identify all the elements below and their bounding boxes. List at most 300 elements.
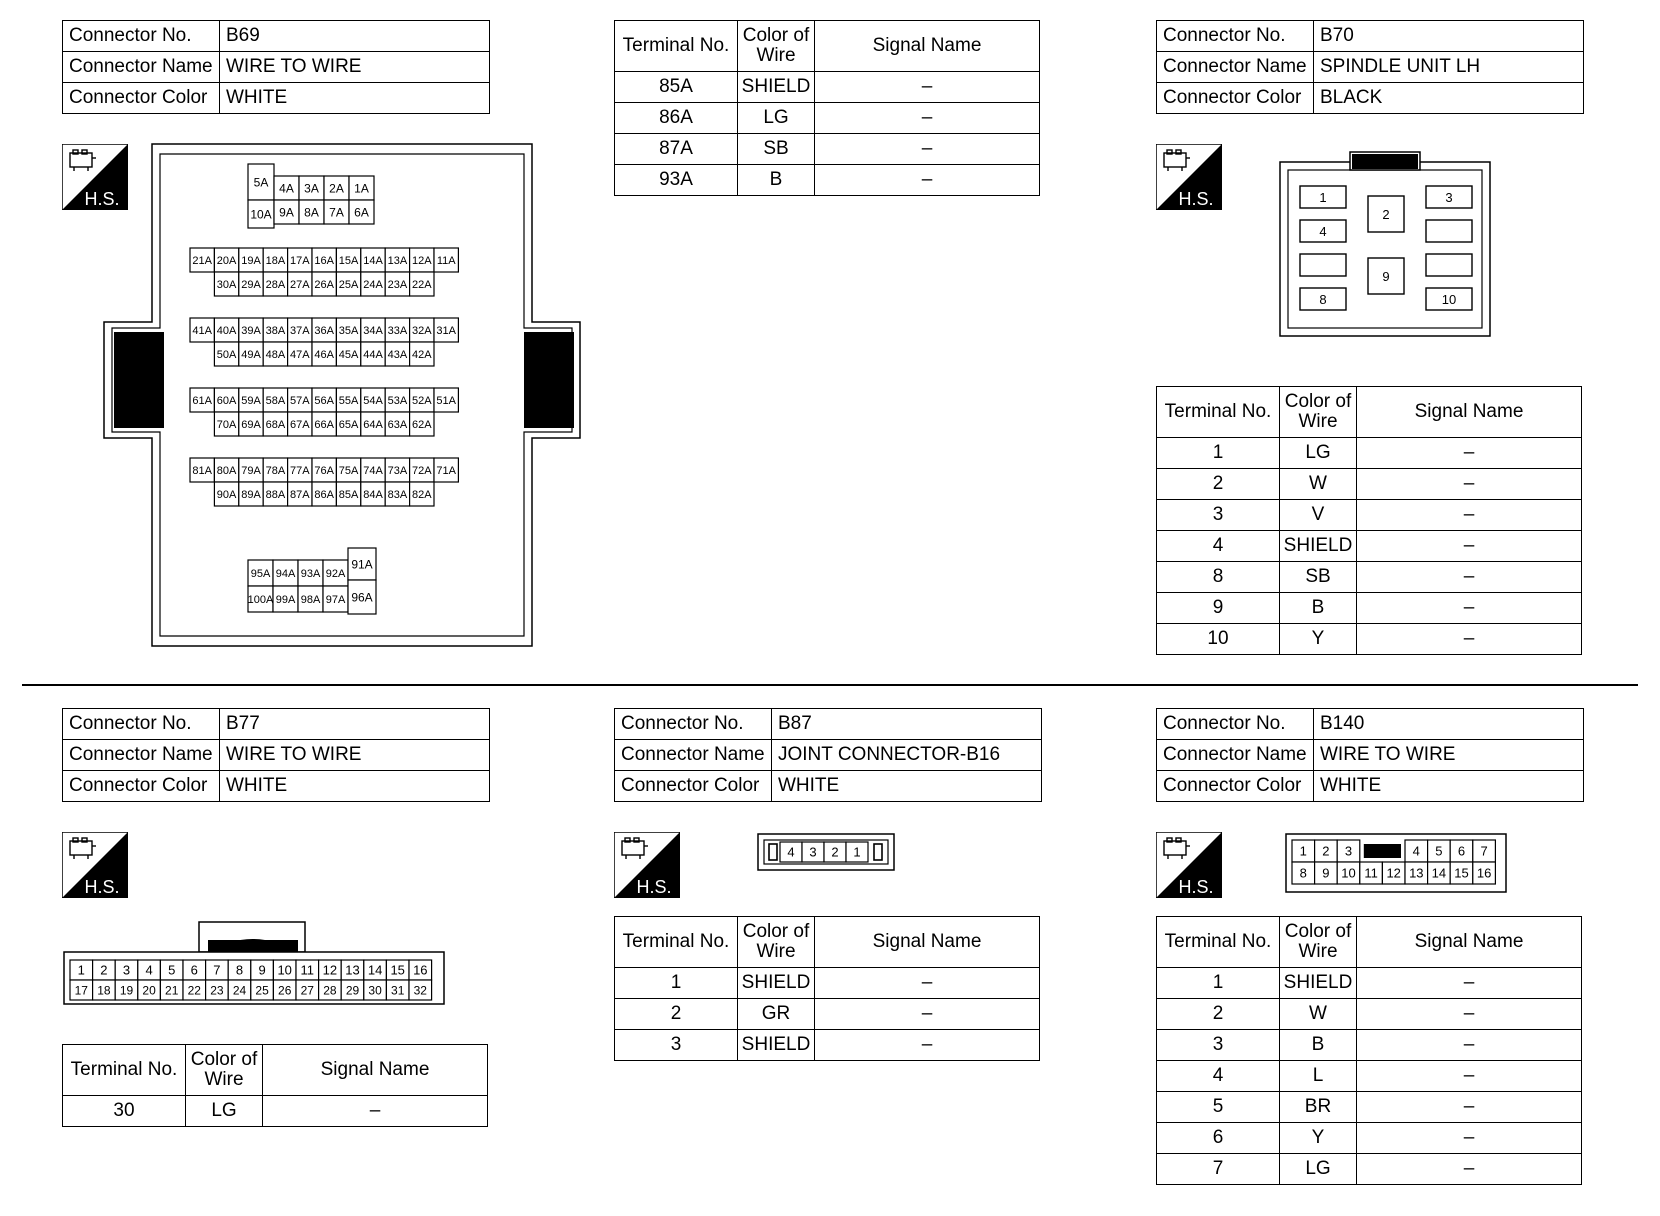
b77-info-table	[62, 708, 490, 802]
signal-name-cell: –	[815, 134, 1040, 165]
connector-pin-label: 5A	[253, 175, 269, 190]
connector-pin-label: 67A	[290, 418, 310, 431]
connector-pin-label: 5	[168, 962, 176, 978]
connector-pin-label: 50A	[216, 348, 237, 361]
connector-pin-label: 10A	[250, 207, 272, 222]
connector-pin-label: 52A	[412, 394, 432, 407]
harness-side-icon	[614, 832, 680, 898]
connector-pin-label: 85A	[338, 488, 359, 501]
connector-pin-label: 13A	[387, 254, 408, 267]
connector-color-label: Connector Color	[615, 771, 772, 802]
wire-color-cell: B	[1280, 593, 1357, 624]
connector-pin-label: 21A	[192, 254, 212, 267]
connector-pin-label: 3A	[304, 181, 319, 196]
connector-pin-label: 23	[210, 983, 224, 998]
b70-pin-3-label: 3	[1445, 190, 1453, 205]
signal-name-header: Signal Name	[1357, 917, 1582, 968]
connector-pin-label: 30	[368, 983, 382, 998]
connector-pin-label: 53A	[387, 394, 408, 407]
table-row	[1157, 500, 1582, 531]
b70-pin-8-label: 8	[1319, 292, 1327, 307]
connector-pin-label: 8A	[304, 205, 319, 220]
table-row	[1157, 1030, 1582, 1061]
connector-pin-label: 63A	[387, 418, 408, 431]
connector-pin-label: 40A	[216, 324, 237, 337]
table-row	[1157, 968, 1582, 999]
connector-pin-label: 1	[77, 962, 85, 978]
b70-pin-1-label: 1	[1319, 190, 1327, 205]
connector-color-label: Connector Color	[1157, 771, 1314, 802]
terminal-no-cell: 4	[1157, 1061, 1280, 1092]
connector-pin-label: 11A	[436, 254, 456, 267]
signal-name-cell: –	[815, 1030, 1040, 1061]
connector-name-value: WIRE TO WIRE	[1314, 740, 1584, 771]
connector-color-value: WHITE	[772, 771, 1042, 802]
b77-connector-diagram	[62, 918, 448, 1006]
connector-pin-label: 38A	[265, 324, 286, 337]
connector-pin-label: 33A	[387, 324, 408, 337]
connector-pin-label: 16	[413, 962, 428, 978]
connector-pin-label: 17	[74, 983, 88, 998]
connector-pin-label: 22A	[412, 278, 432, 291]
signal-name-cell: –	[1357, 1154, 1582, 1185]
terminal-no-cell: 7	[1157, 1154, 1280, 1185]
connector-pin-label: 20A	[216, 254, 237, 267]
terminal-no-cell: 8	[1157, 562, 1280, 593]
wire-color-cell: LG	[1280, 438, 1357, 469]
table-row	[1157, 999, 1582, 1030]
connector-pin-label: 7A	[329, 205, 344, 220]
connector-pin-label: 56A	[314, 394, 334, 407]
table-row	[615, 1030, 1040, 1061]
terminal-no-header: Terminal No.	[615, 21, 738, 72]
b69-terminal-table	[614, 20, 1040, 196]
connector-no-label: Connector No.	[63, 21, 220, 52]
connector-name-label: Connector Name	[1157, 52, 1314, 83]
wire-color-cell: SHIELD	[738, 1030, 815, 1061]
table-row	[1157, 1092, 1582, 1123]
connector-pin-label: 24	[232, 983, 247, 998]
connector-pin-label: 21	[165, 983, 179, 998]
connector-pin-label: 2A	[329, 181, 344, 196]
terminal-no-cell: 93A	[615, 165, 738, 196]
terminal-no-header: Terminal No.	[1157, 387, 1280, 438]
terminal-no-cell: 30	[63, 1096, 186, 1127]
connector-pin-label: 87A	[290, 488, 310, 501]
connector-pin-label: 11	[300, 962, 315, 978]
connector-pin-label: 6A	[354, 205, 369, 220]
connector-pin-label: 3	[809, 844, 817, 860]
connector-pin-label: 93A	[300, 567, 321, 580]
table-row	[1157, 469, 1582, 500]
connector-name-label: Connector Name	[63, 52, 220, 83]
b70-pin-10-label: 10	[1441, 292, 1457, 307]
table-row	[1157, 1154, 1582, 1185]
harness-side-icon	[62, 832, 128, 898]
connector-pin-label: 12A	[412, 254, 432, 267]
table-row	[1157, 562, 1582, 593]
connector-pin-label: 65A	[338, 418, 359, 431]
wire-color-cell: SHIELD	[738, 968, 815, 999]
wire-color-cell: SB	[738, 134, 815, 165]
connector-pin-label: 9A	[279, 205, 294, 220]
wire-color-header: Color of Wire	[1280, 917, 1357, 968]
connector-pin-label: 14	[367, 962, 383, 978]
terminal-no-cell: 3	[1157, 500, 1280, 531]
wire-color-cell: GR	[738, 999, 815, 1030]
b77-terminal-table	[62, 1044, 488, 1127]
connector-pin-label: 75A	[338, 464, 359, 477]
connector-pin-label: 7	[213, 962, 221, 978]
connector-pin-label: 55A	[338, 394, 359, 407]
connector-pin-label: 34A	[363, 324, 383, 337]
connector-no-value: B140	[1314, 709, 1584, 740]
signal-name-cell: –	[1357, 1061, 1582, 1092]
connector-pin-label: 12	[322, 962, 338, 978]
connector-name-label: Connector Name	[63, 740, 220, 771]
connector-pin-label: 91A	[351, 557, 373, 572]
signal-name-cell: –	[1357, 562, 1582, 593]
connector-pin-label: 13	[1409, 865, 1424, 881]
connector-pin-label: 14A	[363, 254, 383, 267]
connector-pin-label: 23A	[387, 278, 408, 291]
connector-pin-label: 4	[787, 844, 795, 860]
section-divider	[22, 684, 1638, 686]
connector-no-label: Connector No.	[1157, 21, 1314, 52]
connector-color-label: Connector Color	[1157, 83, 1314, 114]
signal-name-cell: –	[815, 165, 1040, 196]
signal-name-cell: –	[1357, 624, 1582, 655]
connector-pin-label: 99A	[275, 593, 296, 606]
connector-pin-label: 88A	[265, 488, 286, 501]
connector-pin-label: 25	[255, 983, 269, 998]
connector-pin-label: 72A	[412, 464, 432, 477]
connector-pin-label: 95A	[250, 567, 271, 580]
signal-name-cell: –	[1357, 968, 1582, 999]
terminal-no-cell: 86A	[615, 103, 738, 134]
connector-pin-label: 26A	[314, 278, 334, 291]
connector-pin-label: 39A	[241, 324, 261, 337]
connector-pin-label: 8	[1299, 865, 1307, 881]
connector-pin-label: 35A	[338, 324, 359, 337]
b70-info-table	[1156, 20, 1584, 114]
terminal-no-cell: 2	[1157, 469, 1280, 500]
table-row	[615, 999, 1040, 1030]
connector-pin-label: 70A	[216, 418, 237, 431]
connector-no-value: B69	[220, 21, 490, 52]
terminal-no-cell: 3	[1157, 1030, 1280, 1061]
signal-name-cell: –	[263, 1096, 488, 1127]
table-row	[63, 1096, 488, 1127]
connector-pin-label: 37A	[290, 324, 310, 337]
connector-pin-label: 69A	[241, 418, 261, 431]
connector-name-value: WIRE TO WIRE	[220, 740, 490, 771]
connector-pin-label: 9	[1322, 865, 1330, 881]
connector-pin-label: 32A	[412, 324, 432, 337]
terminal-no-header: Terminal No.	[63, 1045, 186, 1096]
table-row	[1157, 593, 1582, 624]
wire-color-cell: B	[1280, 1030, 1357, 1061]
svg-text:H.S.: H.S.	[636, 877, 672, 897]
connector-pin-label: 77A	[290, 464, 310, 477]
connector-pin-label: 4A	[279, 181, 294, 196]
connector-pin-label: 74A	[363, 464, 383, 477]
connector-pin-label: 18	[97, 983, 111, 998]
svg-text:H.S.: H.S.	[1178, 877, 1214, 897]
connector-pin-label: 10	[1341, 865, 1356, 881]
b70-pin-2-label: 2	[1382, 207, 1390, 222]
terminal-no-header: Terminal No.	[1157, 917, 1280, 968]
wire-color-cell: LG	[1280, 1154, 1357, 1185]
terminal-no-header: Terminal No.	[615, 917, 738, 968]
table-row	[615, 165, 1040, 196]
b70-pin-empty-left	[1300, 254, 1346, 276]
terminal-no-cell: 2	[1157, 999, 1280, 1030]
signal-name-cell: –	[1357, 469, 1582, 500]
terminal-no-cell: 87A	[615, 134, 738, 165]
connector-pin-label: 29	[345, 983, 360, 998]
terminal-no-cell: 2	[615, 999, 738, 1030]
connector-pin-label: 41A	[192, 324, 212, 337]
connector-color-value: BLACK	[1314, 83, 1584, 114]
connector-pin-label: 36A	[314, 324, 334, 337]
connector-pin-label: 3	[122, 962, 131, 978]
connector-pin-label: 12	[1386, 865, 1401, 881]
connector-pin-label: 42A	[412, 348, 432, 361]
connector-pin-label: 7	[1480, 843, 1488, 859]
connector-pin-label: 19	[119, 983, 134, 998]
connector-pin-label: 83A	[387, 488, 408, 501]
signal-name-header: Signal Name	[263, 1045, 488, 1096]
connector-pin-label: 45A	[338, 348, 359, 361]
connector-pin-label: 66A	[314, 418, 334, 431]
connector-pin-label: 28	[323, 983, 337, 998]
connector-pin-label: 60A	[216, 394, 237, 407]
connector-pin-label: 3	[1344, 843, 1353, 859]
wire-color-cell: SHIELD	[1280, 531, 1357, 562]
terminal-no-cell: 1	[1157, 968, 1280, 999]
connector-name-label: Connector Name	[615, 740, 772, 771]
connector-pin-label: 43A	[387, 348, 408, 361]
terminal-no-cell: 85A	[615, 72, 738, 103]
terminal-no-cell: 1	[1157, 438, 1280, 469]
connector-pin-label: 6	[190, 962, 198, 978]
connector-pin-label: 19A	[241, 254, 261, 267]
connector-color-label: Connector Color	[63, 83, 220, 114]
terminal-no-cell: 3	[615, 1030, 738, 1061]
connector-pin-label: 78A	[265, 464, 286, 477]
connector-pin-label: 1	[1299, 843, 1307, 859]
terminal-no-cell: 9	[1157, 593, 1280, 624]
table-row	[615, 103, 1040, 134]
connector-pin-label: 46A	[314, 348, 334, 361]
connector-pin-label: 28A	[265, 278, 286, 291]
connector-pin-label: 49A	[241, 348, 261, 361]
b70-terminal-table	[1156, 386, 1582, 655]
connector-pin-label: 97A	[325, 593, 346, 606]
svg-text:H.S.: H.S.	[1178, 189, 1214, 209]
wire-color-header: Color of Wire	[186, 1045, 263, 1096]
wire-color-header: Color of Wire	[738, 21, 815, 72]
connector-pin-label: 59A	[241, 394, 261, 407]
table-row	[1157, 438, 1582, 469]
connector-pin-label: 20	[142, 983, 156, 998]
connector-pin-label: 62A	[412, 418, 432, 431]
connector-no-label: Connector No.	[1157, 709, 1314, 740]
connector-pin-label: 86A	[314, 488, 334, 501]
connector-color-label: Connector Color	[63, 771, 220, 802]
b70-pin-9-label: 9	[1382, 269, 1390, 284]
wire-color-cell: LG	[738, 103, 815, 134]
wire-color-header: Color of Wire	[738, 917, 815, 968]
connector-pin-label: 57A	[290, 394, 310, 407]
b87-terminal-table	[614, 916, 1040, 1061]
terminal-no-cell: 4	[1157, 531, 1280, 562]
connector-pin-label: 31A	[436, 324, 456, 337]
wire-color-cell: SB	[1280, 562, 1357, 593]
wire-color-cell: LG	[186, 1096, 263, 1127]
b69-connector-diagram	[100, 142, 586, 654]
wire-color-cell: L	[1280, 1061, 1357, 1092]
signal-name-cell: –	[1357, 1092, 1582, 1123]
signal-name-cell: –	[815, 968, 1040, 999]
connector-pin-label: 31	[391, 983, 405, 998]
connector-pin-label: 4	[1412, 843, 1420, 859]
connector-pin-label: 80A	[216, 464, 237, 477]
b140-connector-diagram	[1284, 832, 1508, 894]
terminal-no-cell: 5	[1157, 1092, 1280, 1123]
table-row	[615, 72, 1040, 103]
wire-color-cell: Y	[1280, 1123, 1357, 1154]
connector-pin-label: 2	[831, 844, 839, 860]
connector-pin-label: 11	[1364, 865, 1378, 881]
connector-no-value: B70	[1314, 21, 1584, 52]
connector-pin-label: 9	[258, 962, 266, 978]
connector-pin-label: 73A	[387, 464, 408, 477]
table-row	[1157, 531, 1582, 562]
connector-pin-label: 68A	[265, 418, 286, 431]
connector-pin-label: 10	[277, 962, 292, 978]
connector-pin-label: 1	[853, 844, 861, 860]
connector-pin-label: 15	[1454, 865, 1469, 881]
b140-key	[1364, 844, 1401, 858]
signal-name-header: Signal Name	[1357, 387, 1582, 438]
connector-pin-label: 54A	[363, 394, 383, 407]
connector-pin-label: 30A	[216, 278, 237, 291]
connector-no-label: Connector No.	[615, 709, 772, 740]
signal-name-header: Signal Name	[815, 21, 1040, 72]
connector-pin-label: 22	[187, 983, 201, 998]
harness-side-icon	[1156, 144, 1222, 210]
connector-pin-label: 18A	[265, 254, 286, 267]
connector-pin-label: 90A	[216, 488, 237, 501]
connector-name-value: JOINT CONNECTOR-B16	[772, 740, 1042, 771]
b70-connector-diagram	[1278, 146, 1494, 338]
connector-pin-label: 17A	[290, 254, 310, 267]
table-row	[615, 968, 1040, 999]
b69-info-table	[62, 20, 490, 114]
connector-no-value: B77	[220, 709, 490, 740]
connector-pin-label: 51A	[436, 394, 456, 407]
wire-color-cell: Y	[1280, 624, 1357, 655]
connector-pin-label: 29A	[241, 278, 261, 291]
connector-pin-label: 79A	[241, 464, 261, 477]
connector-pin-label: 58A	[265, 394, 286, 407]
connector-pin-label: 61A	[192, 394, 212, 407]
terminal-no-cell: 1	[615, 968, 738, 999]
connector-pin-label: 92A	[325, 567, 346, 580]
b70-pin-4-label: 4	[1319, 224, 1327, 239]
b87-info-table	[614, 708, 1042, 802]
connector-color-value: WHITE	[220, 83, 490, 114]
b70-pin-empty-right-2	[1426, 254, 1472, 276]
connector-pin-label: 44A	[363, 348, 383, 361]
connector-pin-label: 8	[235, 962, 244, 978]
connector-pin-label: 47A	[290, 348, 310, 361]
connector-pin-label: 1A	[354, 181, 369, 196]
wire-color-cell: SHIELD	[1280, 968, 1357, 999]
signal-name-cell: –	[1357, 593, 1582, 624]
connector-pin-label: 76A	[314, 464, 334, 477]
connector-pin-label: 2	[1322, 843, 1330, 859]
table-row	[615, 134, 1040, 165]
signal-name-cell: –	[815, 999, 1040, 1030]
connector-pin-label: 84A	[363, 488, 383, 501]
connector-pin-label: 27	[300, 983, 314, 998]
b140-terminal-table	[1156, 916, 1582, 1185]
signal-name-cell: –	[1357, 500, 1582, 531]
connector-pin-label: 4	[145, 962, 153, 978]
connector-no-value: B87	[772, 709, 1042, 740]
signal-name-cell: –	[815, 103, 1040, 134]
wire-color-header: Color of Wire	[1280, 387, 1357, 438]
connector-pin-label: 82A	[412, 488, 432, 501]
connector-pin-label: 96A	[351, 590, 373, 605]
connector-pin-label: 81A	[192, 464, 212, 477]
connector-color-value: WHITE	[220, 771, 490, 802]
connector-name-value: WIRE TO WIRE	[220, 52, 490, 83]
wire-color-cell: SHIELD	[738, 72, 815, 103]
terminal-no-cell: 10	[1157, 624, 1280, 655]
harness-side-icon	[1156, 832, 1222, 898]
hs-label: H.S.	[84, 189, 120, 209]
connector-name-value: SPINDLE UNIT LH	[1314, 52, 1584, 83]
terminal-no-cell: 6	[1157, 1123, 1280, 1154]
b87-connector-diagram	[756, 832, 896, 872]
connector-pin-label: 48A	[265, 348, 286, 361]
b70-pin-empty-right-1	[1426, 220, 1472, 242]
connector-pin-label: 71A	[436, 464, 456, 477]
connector-pin-label: 27A	[290, 278, 310, 291]
connector-pin-label: 89A	[241, 488, 261, 501]
connector-pin-label: 32	[413, 983, 427, 998]
wire-color-cell: B	[738, 165, 815, 196]
table-row	[1157, 1061, 1582, 1092]
svg-text:H.S.: H.S.	[84, 877, 120, 897]
signal-name-cell: –	[1357, 1030, 1582, 1061]
connector-pin-label: 64A	[363, 418, 383, 431]
signal-name-cell: –	[1357, 999, 1582, 1030]
signal-name-cell: –	[815, 72, 1040, 103]
signal-name-cell: –	[1357, 438, 1582, 469]
connector-color-value: WHITE	[1314, 771, 1584, 802]
connector-pin-label: 16A	[314, 254, 334, 267]
connector-pin-label: 15A	[338, 254, 359, 267]
wire-color-cell: BR	[1280, 1092, 1357, 1123]
b140-info-table	[1156, 708, 1584, 802]
table-row	[1157, 624, 1582, 655]
wire-color-cell: W	[1280, 999, 1357, 1030]
